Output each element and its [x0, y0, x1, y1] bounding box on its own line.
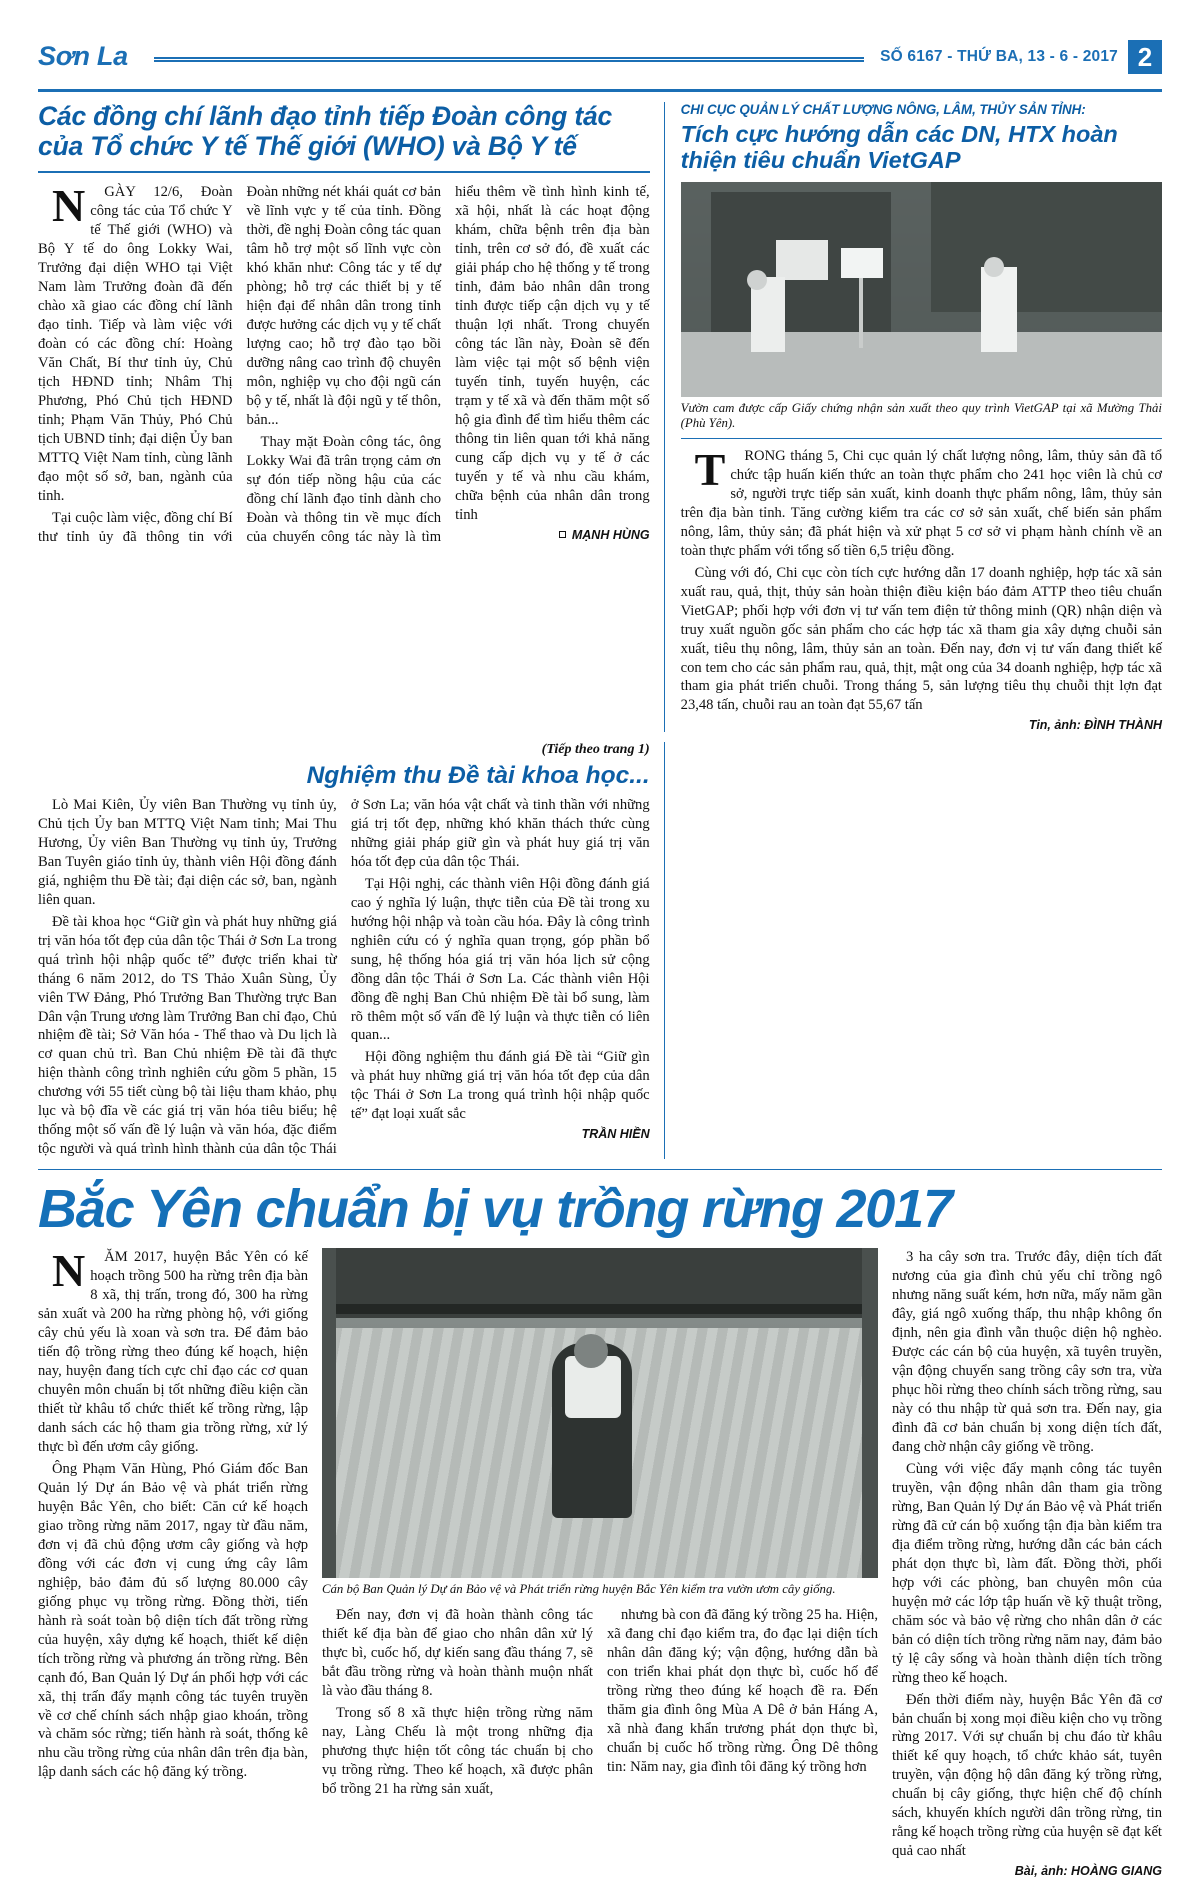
forest-seedling-nursery-photo — [322, 1248, 878, 1578]
paragraph: nhưng bà con đã đăng ký trồng 25 ha. Hiện, xã đang chỉ đạo kiểm tra, đo đạc lại diện tích nhân dân đăng ký; vận động, hướng dẫn bà con triển khai phát dọn thực bì, cuốc hố để trồng rừng theo đúng kế hoạch đề ra. Đến thăm gia đình ông Mùa A Dê ở bản Háng A, xã nhà đang khẩn trương phát dọn thực bì, chuẩn bị cuốc hố trồng rừng. Ông Dê thông tin: Năm nay, gia đình tôi đăng ký trồng hơn — [607, 1606, 878, 1775]
paragraph: Đến thời điểm này, huyện Bắc Yên đã cơ bản chuẩn bị xong mọi điều kiện cho vụ trồng rừng 2017. Với sự chuẩn bị chu đáo từ khâu thiết kế quy hoạch, tổ chức khảo sát, tuyên truyền, vận động hộ dân đăng ký trồng rừng, chuẩn bị cây giống, thực hiện chế độ chính sách, khuyến khích người dân trồng rừng, tin rằng kế hoạch trồng rừng của huyện sẽ đạt kết quả cao nhất — [892, 1691, 1162, 1860]
mid-zone — [38, 742, 1162, 1159]
headline-rule — [38, 171, 650, 173]
paragraph: Trong số 8 xã thực hiện trồng rừng năm nay, Làng Chếu là một trong những địa phương thực hiện tốt công tác chuẩn bị cho vụ trồng rừng. Theo kế hoạch, xã được phân bổ trồng 21 ha rừng sản xuất, — [322, 1704, 593, 1797]
paragraph: Cùng với đó, Chi cục còn tích cực hướng dẫn 17 doanh nghiệp, hợp tác xã sản xuất rau, quả, thịt, thủy sản hoàn thiện điều kiện báo đảm ATTP theo tiêu chuẩn VietGAP; phối hợp với đơn vị tư vấn tem điện tử thông minh (QR) nhận diện và truy xuất nguồn gốc sản phẩm cho các hợp tác xã tham gia xây dựng chuỗi sản xuất, tiêu thụ nông, lâm, thủy sản an toàn. Đến nay, đơn vị tư vấn đang thiết kế con tem cho các sản phẩm rau, quả, thịt, mật ong của 34 doanh nghiệp, hợp tác xã tham gia phát triển chuỗi. Trong tháng 5, sản lượng tiêu thụ chuỗi thịt lợn đạt 23,48 tấn, chuỗi rau an toàn đạt 55,67 tấn — [680, 564, 1162, 714]
continuation-note: (Tiếp theo trang 1) — [541, 742, 650, 758]
article-vietgap-body — [680, 443, 1162, 733]
paragraph: Đề tài khoa học “Giữ gìn và phát huy những giá trị văn hóa tốt đẹp của dân tộc Thái ở Sơn La trong quá trình hội nhập quốc tế” được triển khai từ tháng 6 năm 2012, do TS Thảo Xuân Sùng, Ủy viên TW Đảng, Phó Trưởng Ban Thường trực Ban Dân vận Trung ương làm Trưởng Ban chỉ đạo, Chủ nhiệm đề tài; Sở Văn hóa - Thể thao và Du lịch là cơ quan chủ trì. Ban Chủ nhiệm Đề tài đã thực hiện thành công trình nghiên cứu gồm 5 phần, 15 chương với 55 tiết cùng bộ tài liệu tham khảo, phụ lục và bộ đĩa về các giá trị văn hóa tiêu biểu; hệ thống một số vấn đề lý luận và văn hóa, đặc điểm tộc người và quá trình hình thành của dân tộc Thái ở Sơn La; văn hóa vật chất và tinh thần với những giá trị tốt đẹp, những khó khăn thách thức cùng những giải pháp giữ gìn và phát huy giá trị văn hóa tốt đẹp của dân tộc Thái. — [38, 796, 650, 1158]
bacyen-column-4 — [892, 1248, 1162, 1878]
article-continued — [38, 742, 665, 1159]
article-who-headline: Các đồng chí lãnh đạo tỉnh tiếp Đoàn công tác của Tổ chức Y tế Thế giới (WHO) và Bộ Y tế — [38, 101, 613, 161]
paragraph: NGÀY 12/6, Đoàn công tác của Tổ chức Y tế Thế giới (WHO) và Bộ Y tế do ông Lokky Wai, Trưởng đại diện WHO tại Việt Nam làm Trưởng đoàn đã đến chào xã giao các đồng chí lãnh đạo tỉnh. Tiếp và làm việc với đoàn có các đồng chí: Hoàng Văn Chất, Bí thư tỉnh ủy, Chủ tịch HĐND tỉnh; Nhâm Thị Phương, Phó Chủ tịch HĐND tỉnh; Phạm Văn Thủy, Phó Chủ tịch UBND tỉnh; đại diện Ủy ban MTTQ Việt Nam tỉnh, cùng lãnh đạo một số sở, ban, ngành của tỉnh. — [38, 180, 233, 504]
page-number-badge: 2 — [1128, 40, 1162, 74]
article-who-byline: MẠNH HÙNG — [455, 528, 650, 542]
article-vietgap-caption: Vườn cam được cấp Giấy chứng nhận sản xuất theo quy trình VietGAP tại xã Mường Thải (Phù Yên). — [680, 400, 1162, 431]
orange-orchard-vietgap-photo — [681, 182, 1162, 397]
issue-info: SỐ 6167 - THỨ BA, 13 - 6 - 2017 — [880, 47, 1118, 65]
article-vietgap-byline: Tin, ảnh: ĐÌNH THÀNH — [1028, 718, 1162, 733]
publication-title: Sơn La — [38, 41, 128, 71]
article-continued-body — [38, 796, 650, 1159]
article-who-body — [38, 180, 650, 546]
caption-rule — [681, 438, 1162, 439]
masthead — [38, 30, 1162, 92]
article-bacyen-headline: Bắc Yên chuẩn bị vụ trồng rừng 2017 — [38, 1179, 952, 1240]
bacyen-column-1 — [38, 1245, 308, 1878]
paragraph: Lò Mai Kiên, Ủy viên Ban Thường vụ tỉnh ủy, Chủ tịch Ủy ban MTTQ Việt Nam tỉnh; Mai Thu Hương, Ủy viên Ban Thường vụ tỉnh ủy, Trưởng Ban Tuyên giáo tỉnh ủy, thành viên Hội đồng đánh giá, nghiệm thu Đề tài; đại diện các sở, ban, ngành liên quan. — [38, 796, 337, 908]
article-who — [38, 102, 665, 732]
article-bacyen-byline: Bài, ảnh: HOÀNG GIANG — [1014, 1864, 1162, 1878]
paragraph: Tại Hội nghị, các thành viên Hội đồng đánh giá cao ý nghĩa lý luận, thực tiễn của Đề tài trong xu hướng hội nhập và toàn cầu hóa. Đây là công trình nghiên cứu có ý nghĩa quan trọng, góp phần bổ sung, hệ thống hóa giá trị văn hóa lịch sử cộng đồng dân tộc Thái ở Sơn La. Các thành viên Hội đồng đề nghị Ban Chủ nhiệm Đề tài bổ sung, làm rõ thêm một số vấn đề lý luận và thực tiễn có liên quan... — [350, 875, 650, 1044]
article-nghiemthu-headline: Nghiệm thu Đề tài khoa học... — [306, 762, 650, 790]
paragraph: Tại cuộc làm việc, đồng chí Bí thư tỉnh ủy đã thông tin với Đoàn những nét khái quát cơ bản về lĩnh vực y tế của tỉnh. Đồng thời, đề nghị Đoàn công tác quan tâm hỗ trợ một số lĩnh vực còn khó khăn như: Công tác y tế dự phòng; hỗ trợ các thiết bị y tế hiện đại để nhân dân trong tỉnh được hưởng các dịch vụ y tế chất lượng cao; hỗ trợ đào tạo bồi dưỡng nâng cao trình độ chuyên môn, nghiệp vụ cho đội ngũ cán bộ y tế, nhất là đội ngũ y tế thôn, bản... — [38, 184, 442, 545]
article-nghiemthu-byline: TRẦN HIỀN — [581, 1127, 650, 1142]
article-vietgap-headline: Tích cực hướng dẫn các DN, HTX hoàn thiện tiêu chuẩn VietGAP — [680, 121, 1118, 174]
article-bacyen-body — [38, 1245, 1162, 1878]
paragraph: Thay mặt Đoàn công tác, ông Lokky Wai đã trân trọng cảm ơn sự đón tiếp nồng hậu của các đồng chí lãnh đạo tỉnh dành cho Đoàn và thông tin về mục đích của chuyến công tác này là tìm hiểu thêm về tình hình kinh tế, xã hội, nhất là các hoạt động khám, chữa bệnh trên địa bàn tỉnh, trên cơ sở đó, đề xuất các giải pháp cho hệ thống y tế trong tỉnh, đảm bảo nhân dân trong tỉnh được tiếp cận dịch vụ y tế thuận lợi nhất. Trong chuyến công tác lần này, Đoàn sẽ đến làm việc tại một số bệnh viện tuyến tỉnh, tuyến huyện, các trạm y tế xã và đến thăm một số hộ gia đình để tìm hiểu thêm các thông tin liên quan tới khả năng cung cấp dịch vụ y tế ở các tuyến y tế và nhu cầu khám, chữa bệnh của nhân dân trong tỉnh — [246, 184, 650, 545]
top-zone — [38, 102, 1162, 732]
paragraph: Đến nay, đơn vị đã hoàn thành công tác thiết kế địa bàn để giao cho nhân dân xử lý thực bì, cuốc hố, dự kiến sang đầu tháng 7, sẽ bắt đầu trồng rừng và hoàn thành muộn nhất là vào đầu tháng 8. — [322, 1606, 593, 1699]
article-bacyen-caption: Cán bộ Ban Quản lý Dự án Bảo vệ và Phát triển rừng huyện Bắc Yên kiểm tra vườn ươm cây giống. — [322, 1582, 836, 1597]
masthead-divider-rule — [154, 57, 864, 62]
paragraph: Hội đồng nghiệm thu đánh giá Đề tài “Giữ gìn và phát huy những giá trị văn hóa tốt đẹp của dân tộc Thái ở Sơn La trong quá trình hội nhập quốc tế” đạt loại xuất sắc — [350, 1049, 650, 1123]
paragraph: Cùng với việc đẩy mạnh công tác tuyên truyền, vận động nhân dân tham gia trồng rừng, Ban Quản lý Dự án Bảo vệ và Phát triển rừng đã cử cán bộ xuống tận địa bàn kiểm tra địa điểm trồng rừng, hướng dẫn các bản cách phát dọn thực bì, làm đất. Đồng thời, phối hợp với các phòng, ban chuyên môn của huyện mở các lớp tập huấn về kỹ thuật trồng, chăm sóc và bảo vệ rừng cho nhân dân ở các bản có diện tích trồng rừng năm nay, đảm bảo tỷ lệ cây sống và hoàn thành diện tích trồng rừng theo kế hoạch. — [892, 1460, 1162, 1686]
paragraph: TRONG tháng 5, Chi cục quản lý chất lượng nông, lâm, thủy sản đã tổ chức tập huấn kiến thức an toàn thực phẩm cho 241 học viên là chủ cơ sở, người trực tiếp sản xuất, kinh doanh thực phẩm nông, lâm, thủy sản trên địa bàn tỉnh. Tăng cường kiểm tra các cơ sở sản xuất, chế biến sản phẩm nông, lâm, thủy sản; đã phát hiện và xử phạt 5 cơ sở vi phạm hành chính về an toàn thực phẩm với tổng số tiền 6,5 triệu đồng. — [680, 443, 1162, 559]
article-vietgap-kicker: CHI CỤC QUẢN LÝ CHẤT LƯỢNG NÔNG, LÂM, THỦY SẢN TỈNH: — [680, 102, 1086, 117]
paragraph: Ông Phạm Văn Hùng, Phó Giám đốc Ban Quản lý Dự án Bảo vệ và phát triển rừng huyện Bắc Yên, cho biết: Căn cứ kế hoạch giao trồng rừng năm 2017, ngay từ đầu năm, đơn vị đã chủ động ươm cây giống và hợp đồng với các đơn vị cung ứng cây lâm nghiệp, bảo đảm đủ số lượng 80.000 cây giống phục vụ trồng rừng. Đồng thời, tiến hành rà soát toàn bộ diện tích đất trồng rừng của huyện, xây dựng kế hoạch, thiết kế diện tích trồng rừng và phương án trồng rừng. Bên cạnh đó, Ban Quản lý Dự án phối hợp với các xã, thị trấn đẩy mạnh công tác tuyên truyền về cơ chế chính sách nhập giao khoán, trồng và chăm sóc rừng; tiến hành rà soát, thống kê nhu cầu trồng rừng của nhân dân trên địa bàn, lập danh sách các hộ đăng ký trồng. — [38, 1460, 308, 1781]
paragraph: NĂM 2017, huyện Bắc Yên có kế hoạch trồng 500 ha rừng trên địa bàn 8 xã, thị trấn, trong đó, 300 ha rừng sản xuất và 200 ha rừng phòng hộ, với giống cây chủ yếu là xoan và sơn tra. Để đảm bảo tiến độ trồng rừng theo đúng kế hoạch, hiện nay, huyện đang tích cực chỉ đạo các cơ quan chuyên môn chuẩn bị tốt những điều kiện cần thiết từ khâu tổ chức thiết kế trồng rừng, lập danh sách các hộ tham gia trồng rừng, xử lý thực bì đến ươm cây giống. — [38, 1245, 308, 1455]
article-vietgap — [665, 102, 1162, 732]
bacyen-photo-column — [322, 1248, 878, 1878]
article-bacyen — [38, 1169, 1162, 1878]
paragraph: 3 ha cây sơn tra. Trước đây, diện tích đất nương của gia đình chủ yếu chỉ trồng ngô nhưng năng suất kém, hơn nữa, mấy năm gần đây, giá ngô xuống thấp, thu nhập không ổn định, nên gia đình vẫn thuộc diện hộ nghèo. Được các cán bộ của huyện, xã tuyên truyền, vận động chuyển sang trồng cây sơn tra, vừa phục hồi rừng theo chính sách trồng rừng, sau này có thu nhập từ quả sơn tra. Đến nay, gia đình đã cơ bản chuẩn bị xong diện tích đất, đang chờ nhận cây giống về trồng. — [892, 1249, 1162, 1455]
mid-right-spacer — [665, 742, 1162, 1159]
